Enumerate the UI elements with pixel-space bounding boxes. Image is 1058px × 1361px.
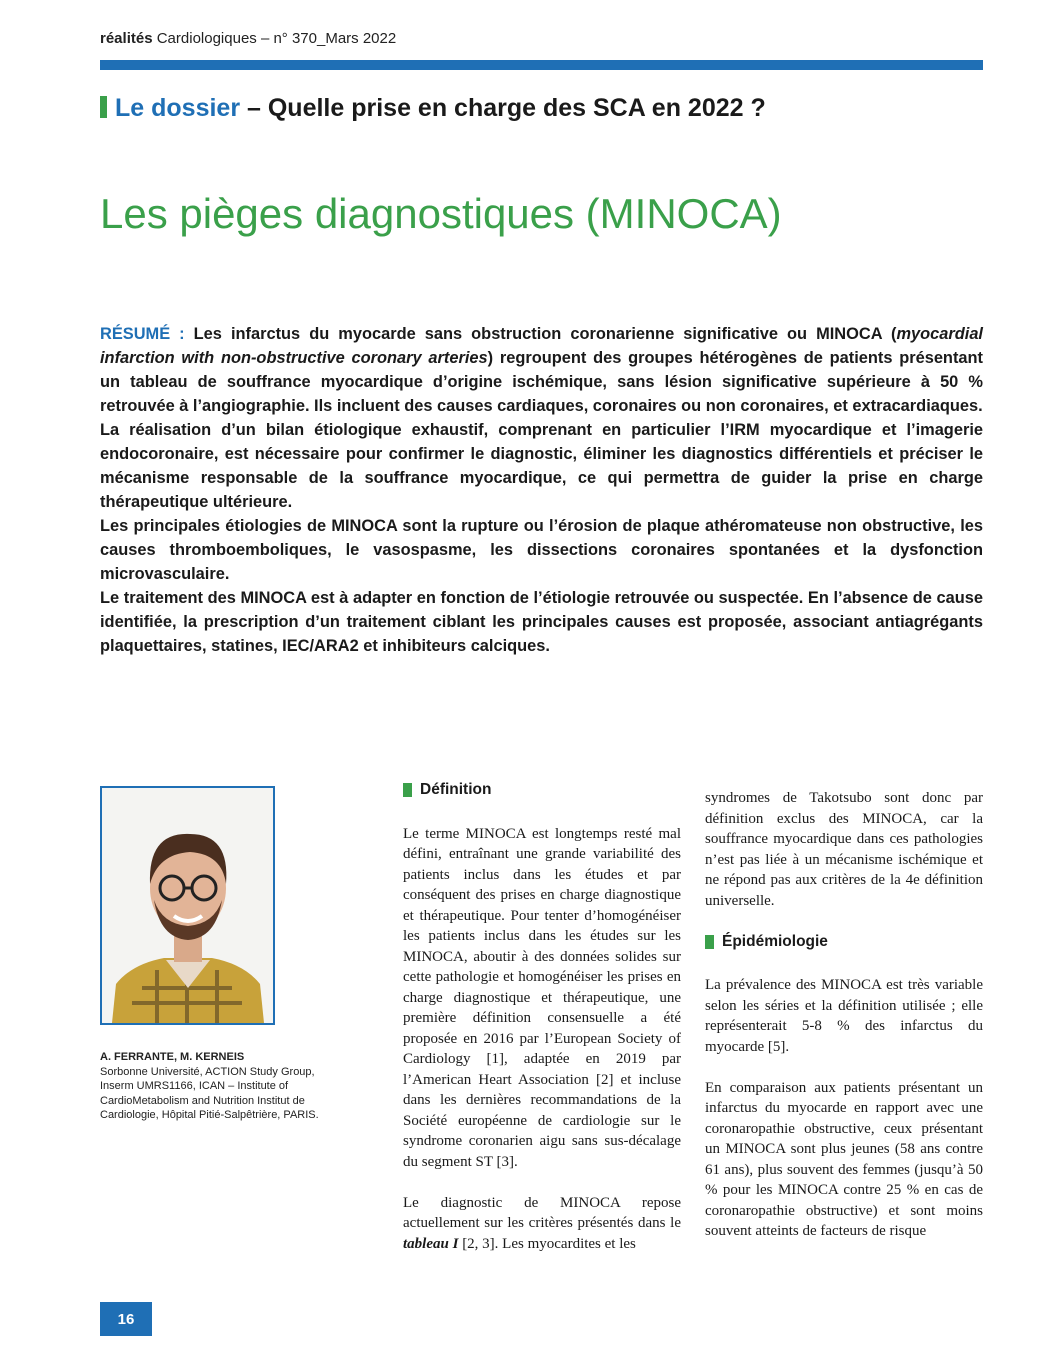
running-head (100, 30, 396, 47)
abstract-paragraph-2: La réalisation d’un bilan étiologique exhaustif, comprenant en particulier l’IRM myocardique et l’imagerie endocoronaire, est nécessaire pour confirmer le diagnostic, éliminer les diagnostics différentiels et préciser le mécanisme responsable de la souffrance myocardique, ce qui permettra de guider la prise en charge thérapeutique ultérieure. (100, 421, 983, 511)
table-reference: tableau I (403, 1235, 459, 1252)
article-title: Les pièges diagnostiques (MINOCA) (100, 190, 782, 237)
abstract-p1-italic: myocardial infarction with non-obstructive coronary arteries (100, 325, 983, 367)
epidemiology-paragraph-2: En comparaison aux patients présentant un infarctus du myocarde en rapport avec une coronaropathie obstructive, ceux présentant un MINOCA sont plus jeunes (58 ans contre 61 ans), plus souvent des femmes (jusqu’à 50 % pour les MINOCA contre 25 % en cas de coronaropathie obstructive) et sont moins souvent atteints de facteurs de risque (705, 1079, 983, 1239)
definition-paragraph-2 (403, 1193, 681, 1255)
author-names: A. FERRANTE, M. KERNEIS (100, 1051, 245, 1063)
journal-brand: réalités (100, 30, 153, 47)
dossier-heading (100, 94, 766, 123)
section-marker (403, 783, 412, 797)
abstract-lead: RÉSUMÉ : (100, 325, 185, 343)
dossier-subtitle: – Quelle prise en charge des SCA en 2022 ? (247, 94, 766, 122)
abstract-p1-start: Les infarctus du myocarde sans obstruction coronarienne significative ou MINOCA ( (184, 325, 897, 343)
top-rule (100, 60, 983, 70)
section-heading-definition (403, 780, 681, 801)
abstract-paragraph-1 (100, 322, 983, 418)
section-title-definition: Définition (420, 781, 492, 798)
epidemiology-paragraph-1: La prévalence des MINOCA est très variable selon les séries et la définition utilisée ; elle représenterait 5-8 % des infarctus du myocarde [5]. (705, 977, 983, 1055)
section-heading-epidemiology (705, 932, 983, 953)
dossier-label: Le dossier (115, 94, 241, 122)
author-affiliation: Sorbonne Université, ACTION Study Group, Inserm UMRS1166, ICAN – Institute of CardioMetabolism and Nutrition Institut de Cardiologie, Hôpital Pitié-Salpêtrière, PARIS. (100, 1065, 319, 1121)
author-portrait (102, 788, 273, 1023)
column-1 (403, 780, 681, 1275)
abstract-p1-end: ) regroupent des groupes hétérogènes de patients présentant un tableau de souffrance myocardique d’origine ischémique, sans lésion significative supérieure à 50 % retrouvée à l’angiographie. Ils incluent des causes cardiaques, coronaires ou non coronaires, et extracardiaques. (100, 349, 983, 415)
abstract-paragraph-3: Les principales étiologies de MINOCA sont la rupture ou l’érosion de plaque athéromateuse non obstructive, les causes thromboemboliques, le vasospasme, les dissections coronaires spontanées et la dysfonction microvasculaire. (100, 517, 983, 583)
abstract-paragraph-4: Le traitement des MINOCA est à adapter en fonction de l’étiologie retrouvée ou suspectée. En l’absence de cause identifiée, la prescription d’un traitement ciblant les principales causes est proposée, associant antiagrégants plaquettaires, statines, IEC/ARA2 et inhibiteurs calciques. (100, 589, 983, 655)
section-title-epidemiology: Épidémiologie (722, 932, 828, 950)
author-photo (100, 786, 275, 1025)
column-2 (705, 788, 983, 1262)
journal-issue: Cardiologiques – n° 370_Mars 2022 (156, 30, 397, 47)
dossier-marker (100, 96, 107, 118)
section-marker (705, 935, 714, 949)
abstract (100, 322, 983, 658)
definition-paragraph-1: Le terme MINOCA est longtemps resté mal défini, entraînant une grande variabilité des patients inclus dans les études et par conséquent des prises en charge diagnostique et thérapeutique. Pour tenter d’homogénéiser les patients inclus dans les études sur les MINOCA, aboutir à des données solides sur cette pathologie et homogénéiser les prises en charge diagnostique et thérapeutique, une première définition consensuelle a été proposée en 2016 par l’European Society of Cardiology [1], adaptée en 2019 par l’American Heart Association [2] et incluse dans les dernières recommandations de la Société européenne de cardiologie sur le syndrome coronarien aigu sans sus-décalage du segment ST [3]. (403, 825, 681, 1170)
page-number: 16 (100, 1302, 152, 1336)
definition-p2-end: [2, 3]. Les myocardites et les (458, 1235, 636, 1252)
author-credits (100, 1050, 345, 1123)
definition-p2-start: Le diagnostic de MINOCA repose actuellement sur les critères présentés dans le (403, 1194, 681, 1231)
definition-continuation: syndromes de Takotsubo sont donc par définition exclus des MINOCA, car la souffrance myocardique dans ces pathologies n’est pas liée à un mécanisme ischémique et ne répond pas aux critères de la 4e définition universelle. (705, 790, 983, 909)
